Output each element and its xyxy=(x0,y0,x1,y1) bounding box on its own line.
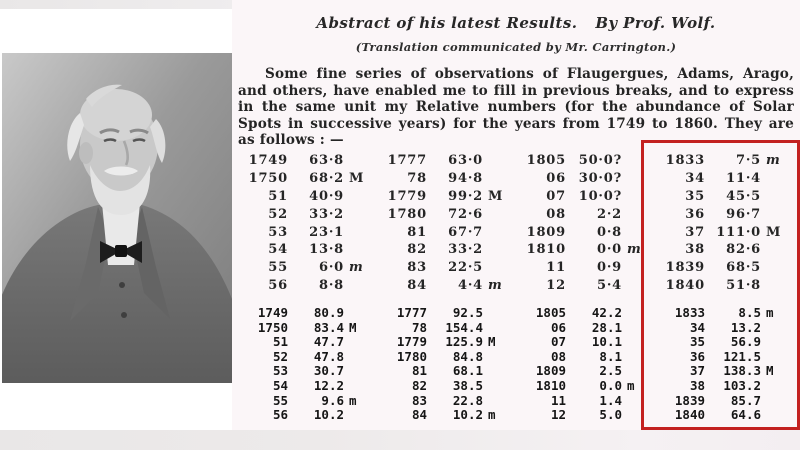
value-cell: 40·9 xyxy=(309,188,344,204)
value-cell: 2.5 xyxy=(599,363,622,379)
year-cell: 83 xyxy=(411,392,427,408)
year-cell: 52 xyxy=(272,348,288,364)
year-cell: 1779 xyxy=(396,334,427,350)
year-cell: 83 xyxy=(407,260,427,276)
value-cell: 2·2 xyxy=(596,206,622,222)
value-cell: 82·6 xyxy=(726,242,761,258)
value-cell: 38.5 xyxy=(452,377,483,393)
table-row xyxy=(379,378,518,393)
value-cell: 13.2 xyxy=(730,319,761,335)
value-cell: 5·4 xyxy=(596,278,622,294)
table-row xyxy=(379,320,518,335)
year-cell: 1810 xyxy=(535,377,566,393)
year-cell: 1833 xyxy=(665,153,705,168)
table-row xyxy=(518,278,657,296)
value-cell: 63·0 xyxy=(448,153,483,168)
year-cell: 78 xyxy=(407,170,427,186)
table-row xyxy=(379,305,518,320)
table-row xyxy=(518,407,657,422)
table-row xyxy=(518,225,657,243)
table-row xyxy=(379,153,518,171)
year-cell: 12 xyxy=(546,278,566,294)
year-cell: 1839 xyxy=(674,392,705,408)
year-cell: 07 xyxy=(550,334,566,350)
value-cell: 121.5 xyxy=(723,348,761,364)
table-row xyxy=(240,393,379,408)
year-cell: 84 xyxy=(407,278,427,294)
value-cell: 0·0 xyxy=(596,242,622,258)
year-cell: 1809 xyxy=(526,224,566,240)
value-cell: 10.2 xyxy=(313,407,344,423)
table-row xyxy=(240,278,379,296)
year-cell: 56 xyxy=(272,407,288,423)
year-cell: 37 xyxy=(689,363,705,379)
table-row xyxy=(240,305,379,320)
value-cell: 68·5 xyxy=(726,260,761,276)
value-cell: 7·5 xyxy=(735,153,761,168)
table-row xyxy=(518,363,657,378)
year-cell: 1833 xyxy=(674,305,705,320)
year-cell: 38 xyxy=(685,242,705,258)
year-cell: 53 xyxy=(268,224,288,240)
extremum-flag-cell: M xyxy=(488,334,496,350)
table-row xyxy=(240,334,379,349)
table-row xyxy=(379,189,518,207)
year-cell: 51 xyxy=(268,188,288,204)
value-cell: 68.1 xyxy=(452,363,483,379)
value-cell: 125.9 xyxy=(445,334,483,350)
year-cell: 54 xyxy=(272,377,288,393)
table-row xyxy=(518,171,657,189)
value-cell: 23·1 xyxy=(309,224,344,240)
table-column xyxy=(240,153,379,296)
table-row xyxy=(379,207,518,225)
year-cell: 07 xyxy=(546,188,566,204)
value-cell: 13·8 xyxy=(309,242,344,258)
extremum-flag-cell: m xyxy=(488,407,496,423)
value-cell: 63·8 xyxy=(309,153,344,168)
value-cell: 0·8 xyxy=(596,224,622,240)
value-cell: 99·2 xyxy=(448,188,483,204)
value-cell: 6·0 xyxy=(318,260,344,276)
year-cell: 06 xyxy=(550,319,566,335)
table-row xyxy=(240,171,379,189)
value-cell: 64.6 xyxy=(730,407,761,423)
value-cell: 56.9 xyxy=(730,334,761,350)
year-cell: 1840 xyxy=(674,407,705,423)
year-cell: 1749 xyxy=(248,153,288,168)
year-cell: 34 xyxy=(689,319,705,335)
table-row xyxy=(240,242,379,260)
title-byline: By Prof. Wolf. xyxy=(595,14,716,32)
value-cell: 5.0 xyxy=(599,407,622,423)
table-row xyxy=(518,393,657,408)
table-row xyxy=(518,349,657,364)
year-cell: 78 xyxy=(411,319,427,335)
table-row xyxy=(379,349,518,364)
table-column xyxy=(518,305,657,422)
year-cell: 1839 xyxy=(665,260,705,276)
year-cell: 35 xyxy=(689,334,705,350)
table-row xyxy=(240,207,379,225)
year-cell: 35 xyxy=(685,188,705,204)
table-row xyxy=(518,207,657,225)
extremum-flag-cell: m xyxy=(627,377,635,393)
year-cell: 37 xyxy=(685,224,705,240)
value-cell: 42.2 xyxy=(591,305,622,320)
year-cell: 82 xyxy=(407,242,427,258)
value-cell: 11·4 xyxy=(726,170,761,186)
extremum-flag-cell: M xyxy=(349,319,357,335)
value-cell: 33·2 xyxy=(448,242,483,258)
year-cell: 52 xyxy=(268,206,288,222)
extremum-flag-cell: m xyxy=(349,260,364,276)
year-cell: 56 xyxy=(268,278,288,294)
value-cell: 47.8 xyxy=(313,348,344,364)
table-row xyxy=(240,349,379,364)
extremum-flag-cell: m xyxy=(488,278,503,294)
year-cell: 82 xyxy=(411,377,427,393)
value-cell: 0·9 xyxy=(596,260,622,276)
table-row xyxy=(240,260,379,278)
table-row xyxy=(379,242,518,260)
value-cell: 68·2 xyxy=(309,170,344,186)
table-row xyxy=(518,378,657,393)
extremum-flag-cell: m xyxy=(766,305,774,320)
bottom-gradient-strip xyxy=(0,430,800,450)
year-cell: 84 xyxy=(411,407,427,423)
table-row xyxy=(379,171,518,189)
table-row xyxy=(240,189,379,207)
extremum-flag-cell: M xyxy=(349,170,365,186)
value-cell: 22.8 xyxy=(452,392,483,408)
portrait-photo xyxy=(2,53,232,383)
extremum-flag-cell: M xyxy=(766,363,774,379)
value-cell: 96·7 xyxy=(726,206,761,222)
year-cell: 1750 xyxy=(257,319,288,335)
value-cell: 51·8 xyxy=(726,278,761,294)
year-cell: 1749 xyxy=(257,305,288,320)
value-cell: 50·0? xyxy=(578,153,622,168)
table-row xyxy=(240,225,379,243)
year-cell: 81 xyxy=(411,363,427,379)
year-cell: 12 xyxy=(550,407,566,423)
year-cell: 81 xyxy=(407,224,427,240)
table-row xyxy=(379,393,518,408)
year-cell: 1777 xyxy=(396,305,427,320)
table-row xyxy=(518,242,657,260)
value-cell: 84.8 xyxy=(452,348,483,364)
value-cell: 94·8 xyxy=(448,170,483,186)
extremum-flag-cell: m xyxy=(766,153,781,168)
value-cell: 111·0 xyxy=(716,224,761,240)
portrait-panel xyxy=(0,9,232,430)
year-cell: 1780 xyxy=(396,348,427,364)
table-row xyxy=(240,320,379,335)
value-cell: 47.7 xyxy=(313,334,344,350)
value-cell: 8.5 xyxy=(738,305,761,320)
table-column xyxy=(379,153,518,296)
year-cell: 1805 xyxy=(526,153,566,168)
table-row xyxy=(379,278,518,296)
year-cell: 55 xyxy=(272,392,288,408)
value-cell: 12.2 xyxy=(313,377,344,393)
year-cell: 1840 xyxy=(665,278,705,294)
intro-paragraph: Some fine series of observations of Flaugergues, Adams, Arago, and others, have enabled me to fill in previous breaks, and to express in the same unit my Relative numbers (for the abundance of Solar Spots in successive years) for the years from 1749 to 1860. They are as follows : — xyxy=(238,66,794,149)
value-cell: 8.1 xyxy=(599,348,622,364)
value-cell: 85.7 xyxy=(730,392,761,408)
extremum-flag-cell: M xyxy=(488,188,504,204)
value-cell: 30·0? xyxy=(578,170,622,186)
title-text: Abstract of his latest Results. xyxy=(316,14,578,32)
value-cell: 72·6 xyxy=(448,206,483,222)
value-cell: 4·4 xyxy=(457,278,483,294)
value-cell: 10.1 xyxy=(591,334,622,350)
year-cell: 11 xyxy=(550,392,566,408)
table-row xyxy=(518,260,657,278)
table-row xyxy=(518,305,657,320)
table-row xyxy=(379,334,518,349)
table-row xyxy=(240,363,379,378)
year-cell: 06 xyxy=(546,170,566,186)
year-cell: 1809 xyxy=(535,363,566,379)
table-row xyxy=(240,153,379,171)
table-row xyxy=(518,189,657,207)
year-cell: 36 xyxy=(685,206,705,222)
value-cell: 28.1 xyxy=(591,319,622,335)
value-cell: 30.7 xyxy=(313,363,344,379)
value-cell: 8·8 xyxy=(318,278,344,294)
table-column xyxy=(518,153,657,296)
year-cell: 53 xyxy=(272,363,288,379)
extremum-flag-cell: m xyxy=(349,392,357,408)
year-cell: 54 xyxy=(268,242,288,258)
year-cell: 36 xyxy=(689,348,705,364)
year-cell: 1780 xyxy=(387,206,427,222)
year-cell: 08 xyxy=(550,348,566,364)
table-column xyxy=(379,305,518,422)
year-cell: 1777 xyxy=(387,153,427,168)
value-cell: 45·5 xyxy=(726,188,761,204)
table-row xyxy=(379,363,518,378)
year-cell: 11 xyxy=(546,260,566,276)
year-cell: 08 xyxy=(546,206,566,222)
document-title xyxy=(232,14,800,32)
value-cell: 154.4 xyxy=(445,319,483,335)
year-cell: 1810 xyxy=(526,242,566,258)
table-row xyxy=(518,334,657,349)
value-cell: 33·2 xyxy=(309,206,344,222)
value-cell: 67·7 xyxy=(448,224,483,240)
value-cell: 1.4 xyxy=(599,392,622,408)
year-cell: 38 xyxy=(689,377,705,393)
value-cell: 9.6 xyxy=(321,392,344,408)
year-cell: 1779 xyxy=(387,188,427,204)
table-row xyxy=(240,378,379,393)
table-column xyxy=(240,305,379,422)
value-cell: 83.4 xyxy=(313,319,344,335)
red-highlight-box xyxy=(641,140,800,430)
year-cell: 1805 xyxy=(535,305,566,320)
table-row xyxy=(379,407,518,422)
year-cell: 51 xyxy=(272,334,288,350)
value-cell: 103.2 xyxy=(723,377,761,393)
document-subtitle: (Translation communicated by Mr. Carrington.) xyxy=(355,40,677,54)
value-cell: 138.3 xyxy=(723,363,761,379)
year-cell: 1750 xyxy=(248,170,288,186)
year-cell: 34 xyxy=(685,170,705,186)
value-cell: 92.5 xyxy=(452,305,483,320)
value-cell: 22·5 xyxy=(448,260,483,276)
value-cell: 0.0 xyxy=(599,377,622,393)
table-row xyxy=(240,407,379,422)
table-row xyxy=(518,153,657,171)
value-cell: 10.2 xyxy=(452,407,483,423)
extremum-flag-cell: m xyxy=(627,242,642,258)
value-cell: 80.9 xyxy=(313,305,344,320)
table-row xyxy=(379,225,518,243)
value-cell: 10·0? xyxy=(578,188,622,204)
year-cell: 55 xyxy=(268,260,288,276)
table-row xyxy=(518,320,657,335)
extremum-flag-cell: M xyxy=(766,224,782,240)
table-row xyxy=(379,260,518,278)
